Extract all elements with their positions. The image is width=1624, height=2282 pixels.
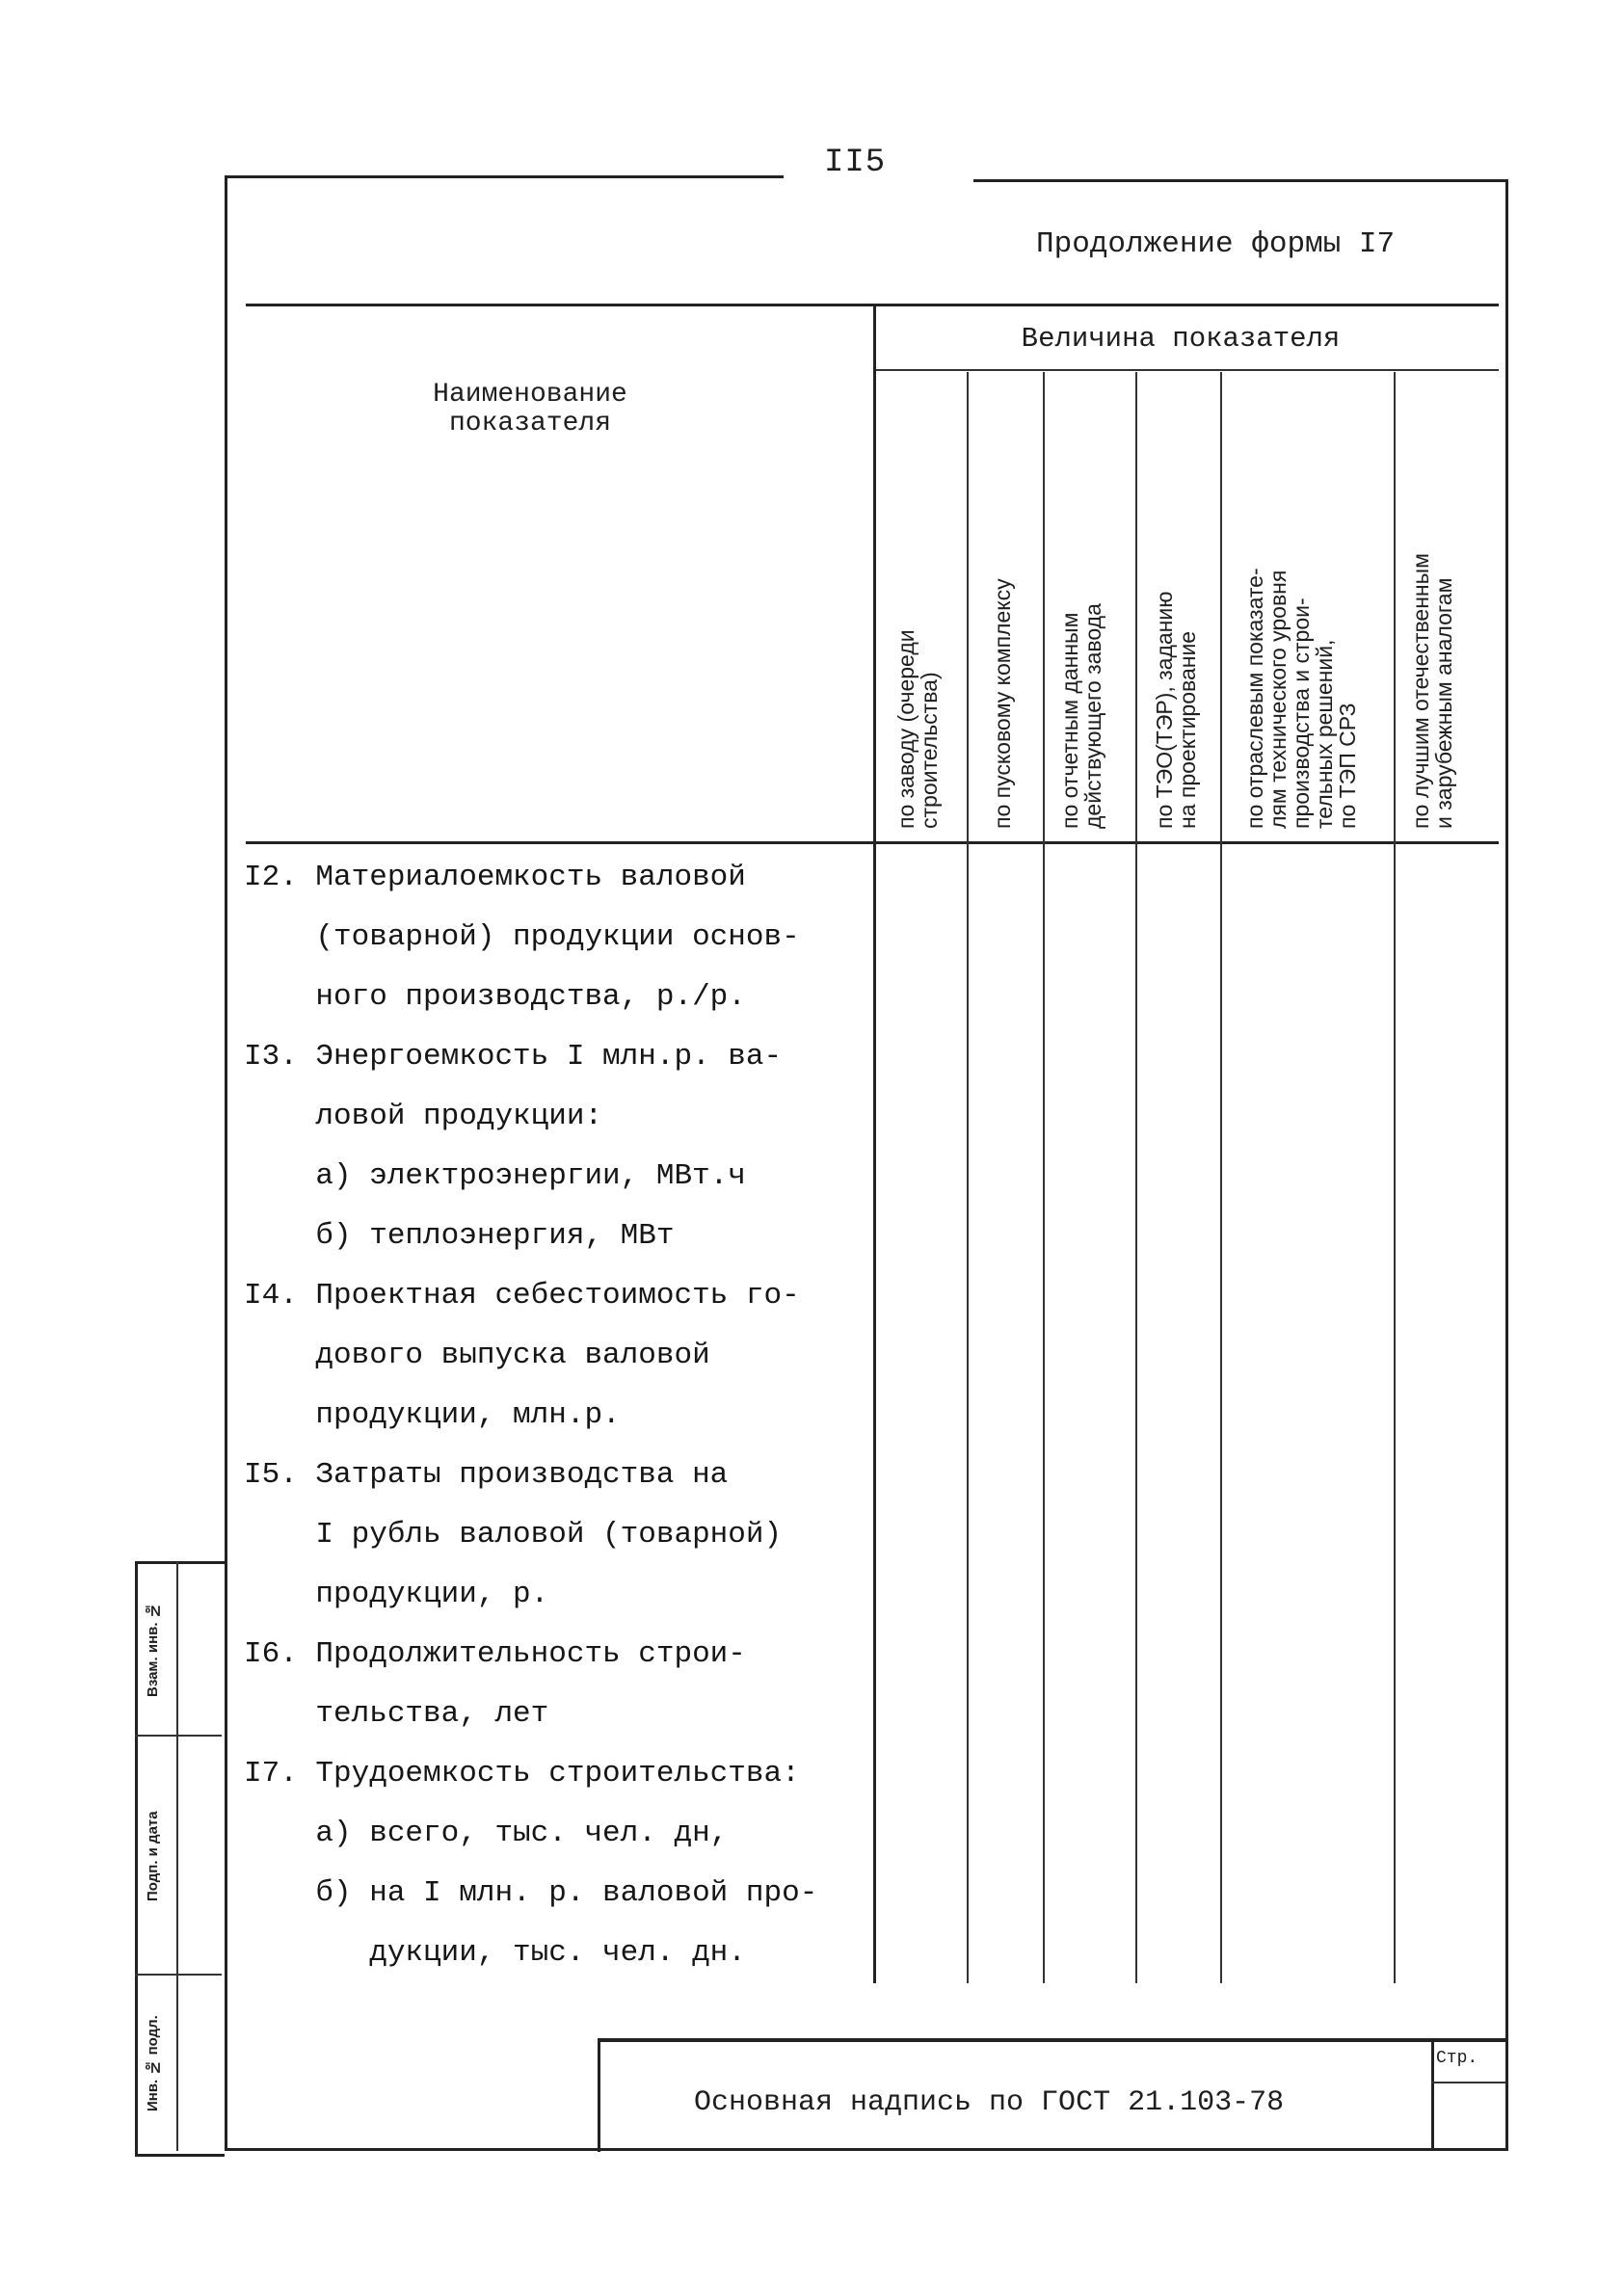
row-line: (товарной) продукции основ- [244,920,800,954]
side-stamp-label: Взам. инв. № [145,1602,161,1698]
title-block-divider [1431,2038,1434,2148]
name-column-header-text: Наименование показателя [433,380,627,438]
sheet-cell-rule [1431,2082,1505,2083]
table-top-rule [246,304,1499,306]
value-column-header-6: по лучшим отечественным и зарубежным аналогам [1408,553,1456,829]
side-stamp-label: Подп. и дата [145,1811,161,1901]
row-line: I6. Продолжительность строи- [244,1637,746,1671]
side-stamp-rule [135,1974,222,1976]
row-line: I7. Трудоемкость строительства: [244,1757,800,1791]
column-divider-4 [1220,372,1222,1983]
row-line: I рубль валовой (товарной) [244,1518,783,1552]
row-line: I4. Проектная себестоимость го- [244,1279,800,1313]
value-column-header-1: по заводу (очереди строительства) [893,629,942,829]
row-line: ного производства, р./р. [244,980,746,1014]
row-line: I5. Затраты производства на [244,1458,729,1492]
frame-right [1505,179,1508,2151]
side-stamp-rule [135,1735,222,1737]
page-number: II5 [824,145,887,181]
column-divider-2 [1043,372,1045,1983]
name-column-divider [873,306,876,1983]
row-line: I2. Материалоемкость валовой [244,861,746,894]
side-stamp-divider [176,1561,178,2151]
row-line: I3. Энергоемкость I млн.р. ва- [244,1040,783,1074]
row-line: б) на I млн. р. валовой про- [244,1876,818,1910]
value-group-header: Величина показателя [1021,323,1341,355]
value-column-header-3: по отчетным данным действующего завода [1057,603,1105,829]
header-bottom-rule [246,841,1499,844]
value-column-header-4: по ТЭО(ТЭР), заданию на проектирование [1152,591,1200,829]
column-divider-1 [967,372,969,1983]
row-line: дового выпуска валовой [244,1339,710,1372]
title-block-text: Основная надпись по ГОСТ 21.103-78 [694,2086,1285,2119]
row-line: б) теплоэнергия, МВт [244,1219,675,1253]
name-column-header [328,381,732,438]
continuation-title: Продолжение формы I7 [1036,227,1396,261]
row-line: продукции, р. [244,1578,549,1611]
top-border-right [973,179,1508,182]
top-border-left [225,175,784,178]
row-line: а) электроэнергии, МВт.ч [244,1159,746,1193]
row-line: тельства, лет [244,1697,549,1731]
column-divider-5 [1394,372,1396,1983]
sheet-label: Стр. [1436,2049,1478,2068]
side-stamp-label: Инв. № подл. [145,2015,161,2111]
value-column-header-2: по пусковому комплексу [990,578,1015,829]
value-column-header-5: по отраслевым показате- лям технического уровня производства и строи- тельных решений, по ТЭП СРЗ [1242,568,1360,829]
row-line: а) всего, тыс. чел. дн, [244,1817,729,1850]
row-line: дукции, тыс. чел. дн. [244,1936,746,1970]
row-line: ловой продукции: [244,1100,603,1133]
column-divider-3 [1135,372,1137,1983]
row-line: продукции, млн.р. [244,1398,621,1432]
frame-left [225,175,227,2151]
value-group-rule [875,369,1499,371]
